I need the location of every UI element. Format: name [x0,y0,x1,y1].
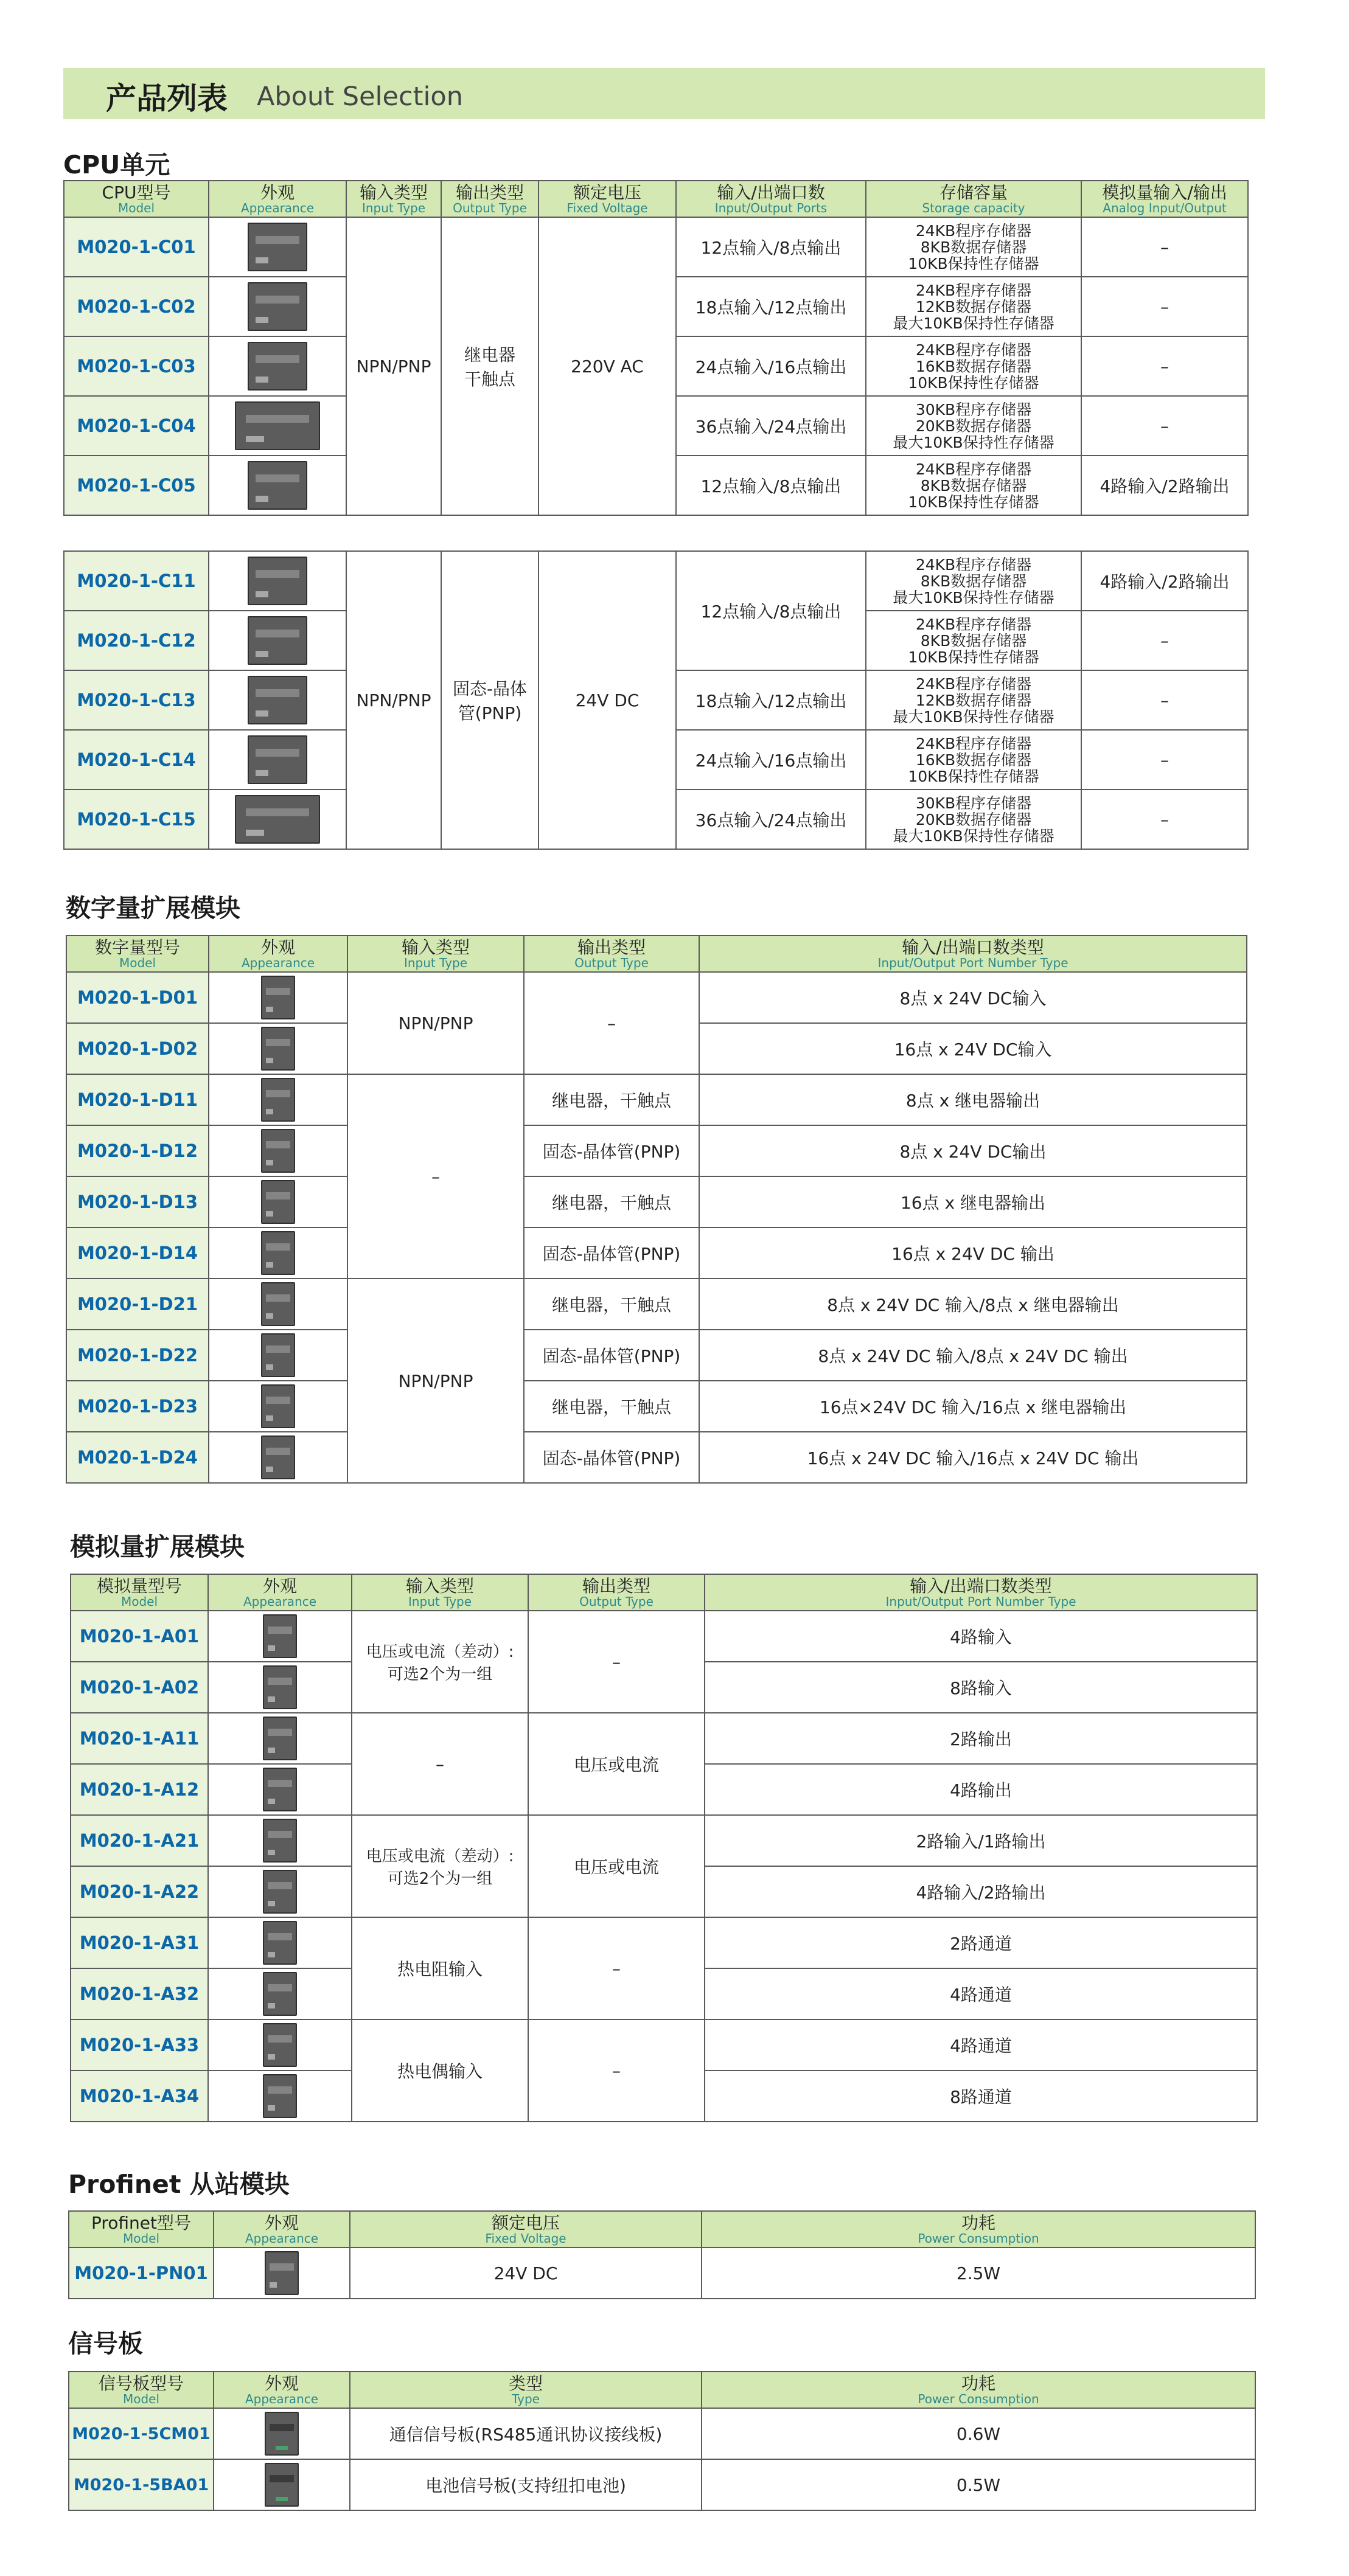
table-row [66,1432,1247,1483]
storage-cell: 24KB程序存储器 16KB数据存储器 10KB保持性存储器 [866,336,1081,396]
col-header-appearance: 外观 Appearance [214,2372,350,2408]
product-image [208,2019,352,2071]
product-image [209,1176,347,1227]
col-header-appearance: 外观 Appearance [214,2211,350,2248]
col-header-ports: 输入/出端口数类型 Input/Output Port Number Type [699,936,1247,972]
ports-cell: 18点输入/12点输出 [676,670,866,730]
signal-table [68,2371,1256,2511]
ports-cell: 8点 x 继电器输出 [699,1074,1247,1125]
product-image [208,1764,352,1815]
analog-cell: 4路输入/2路输出 [1081,456,1248,515]
product-image [209,972,347,1023]
ports-cell: 8点 x 24V DC 输入/8点 x 继电器输出 [699,1279,1247,1330]
model-cell: M020-1-D14 [66,1227,209,1279]
product-image [209,790,346,849]
product-image [208,1917,352,1968]
type-cell: 通信信号板(RS485通讯协议接线板) [350,2408,702,2459]
model-cell: M020-1-D13 [66,1176,209,1227]
output-type-cell: 继电器 干触点 [441,217,539,515]
input-type-cell: 电压或电流（差动）: 可选2个为一组 [352,1815,528,1917]
col-header-voltage: 额定电压 Fixed Voltage [350,2211,702,2248]
product-image [209,336,346,396]
product-image [209,1432,347,1483]
storage-cell: 24KB程序存储器 8KB数据存储器 最大10KB保持性存储器 [866,551,1081,611]
product-image [209,551,346,611]
model-cell: M020-1-C14 [64,730,209,790]
ports-cell: 8点 x 24V DC输入 [699,972,1247,1023]
col-header-appearance: 外观 Appearance [209,936,347,972]
ports-cell: 2路通道 [705,1917,1257,1968]
ports-cell: 16点 x 24V DC输入 [699,1023,1247,1074]
ports-cell: 4路输出 [705,1764,1257,1815]
product-image [209,730,346,790]
model-cell: M020-1-A22 [71,1866,208,1917]
model-cell: M020-1-C13 [64,670,209,730]
product-image [209,670,346,730]
product-image [209,396,346,456]
product-image [209,1023,347,1074]
product-image [209,217,346,277]
input-type-cell: NPN/PNP [346,551,441,849]
model-cell: M020-1-A31 [71,1917,208,1968]
table-row [71,1611,1257,1662]
ports-cell: 12点输入/8点输出 [676,551,866,670]
analog-cell: 4路输入/2路输出 [1081,551,1248,611]
section-title-analog: 模拟量扩展模块 [70,1532,245,1561]
model-cell: M020-1-PN01 [69,2248,214,2299]
ports-cell: 16点×24V DC 输入/16点 x 继电器输出 [699,1381,1247,1432]
storage-cell: 24KB程序存储器 16KB数据存储器 10KB保持性存储器 [866,730,1081,790]
model-cell: M020-1-D01 [66,972,209,1023]
output-type-cell: – [524,972,699,1074]
ports-cell: 24点输入/16点输出 [676,730,866,790]
analog-cell: – [1081,790,1248,849]
model-cell: M020-1-C05 [64,456,209,515]
product-image [214,2459,350,2510]
ports-cell: 8点 x 24V DC输出 [699,1125,1247,1176]
product-image [208,1866,352,1917]
section-title-profinet: Profinet 从站模块 [68,2170,290,2199]
table-row [66,972,1247,1023]
storage-cell: 30KB程序存储器 20KB数据存储器 最大10KB保持性存储器 [866,790,1081,849]
analog-cell: – [1081,730,1248,790]
output-type-cell: 固态-晶体管(PNP) [524,1432,699,1483]
model-cell: M020-1-A02 [71,1662,208,1713]
col-header-storage: 存储容量 Storage capacity [866,181,1081,217]
product-image [208,1968,352,2019]
voltage-cell: 24V DC [350,2248,702,2299]
table-row [71,1713,1257,1764]
output-type-cell: – [528,2019,705,2122]
model-cell: M020-1-D12 [66,1125,209,1176]
col-header-ports: 输入/出端口数类型 Input/Output Port Number Type [705,1574,1257,1611]
table-row [71,1917,1257,1968]
table-row [66,1279,1247,1330]
model-cell: M020-1-C12 [64,611,209,670]
model-cell: M020-1-A11 [71,1713,208,1764]
col-header-output-type: 输出类型 Output Type [524,936,699,972]
model-cell: M020-1-A33 [71,2019,208,2071]
model-cell: M020-1-C02 [64,277,209,336]
output-type-cell: 继电器，干触点 [524,1381,699,1432]
col-header-appearance: 外观 Appearance [208,1574,352,1611]
input-type-cell: – [347,1074,524,1279]
analog-cell: – [1081,670,1248,730]
ports-cell: 12点输入/8点输出 [676,217,866,277]
type-cell: 电池信号板(支持纽扣电池) [350,2459,702,2510]
product-image [214,2248,350,2299]
power-cell: 0.6W [702,2408,1255,2459]
table-row [69,2248,1255,2299]
model-cell: M020-1-C04 [64,396,209,456]
product-image [209,1279,347,1330]
product-image [214,2408,350,2459]
product-image [209,611,346,670]
ports-cell: 2路输出 [705,1713,1257,1764]
product-image [209,277,346,336]
cpu-table-1 [63,180,1249,516]
ports-cell: 36点输入/24点输出 [676,396,866,456]
table-row [71,2019,1257,2071]
col-header-model: 数字量型号 Model [66,936,209,972]
output-type-cell: – [528,1917,705,2019]
product-image [208,1815,352,1866]
model-cell: M020-1-C01 [64,217,209,277]
col-header-model: 模拟量型号 Model [71,1574,208,1611]
table-row [66,1176,1247,1227]
table-row [66,1074,1247,1125]
ports-cell: 4路输入 [705,1611,1257,1662]
table-row [64,217,1248,277]
cpu-table-2 [63,550,1249,850]
power-cell: 2.5W [702,2248,1255,2299]
storage-cell: 24KB程序存储器 8KB数据存储器 10KB保持性存储器 [866,217,1081,277]
model-cell: M020-1-C11 [64,551,209,611]
input-type-cell: 热电阻输入 [352,1917,528,2019]
product-image [208,1713,352,1764]
product-image [209,1074,347,1125]
model-cell: M020-1-A12 [71,1764,208,1815]
output-type-cell: 电压或电流 [528,1713,705,1815]
model-cell: M020-1-D11 [66,1074,209,1125]
col-header-voltage: 额定电压 Fixed Voltage [539,181,676,217]
input-type-cell: 热电偶输入 [352,2019,528,2122]
product-image [208,1611,352,1662]
model-cell: M020-1-5CM01 [69,2408,214,2459]
model-cell: M020-1-D22 [66,1330,209,1381]
product-image [209,1330,347,1381]
output-type-cell: 电压或电流 [528,1815,705,1917]
model-cell: M020-1-A21 [71,1815,208,1866]
col-header-power: 功耗 Power Consumption [702,2372,1255,2408]
col-header-appearance: 外观 Appearance [209,181,346,217]
col-header-power: 功耗 Power Consumption [702,2211,1255,2248]
ports-cell: 36点输入/24点输出 [676,790,866,849]
ports-cell: 4路通道 [705,2019,1257,2071]
input-type-cell: NPN/PNP [346,217,441,515]
analog-cell: – [1081,217,1248,277]
output-type-cell: – [528,1611,705,1713]
power-cell: 0.5W [702,2459,1255,2510]
col-header-input-type: 输入类型 Input Type [346,181,441,217]
col-header-input-type: 输入类型 Input Type [352,1574,528,1611]
table-row [69,2459,1255,2510]
model-cell: M020-1-D23 [66,1381,209,1432]
output-type-cell: 固态-晶体管(PNP) [524,1330,699,1381]
input-type-cell: NPN/PNP [347,1279,524,1483]
storage-cell: 24KB程序存储器 8KB数据存储器 10KB保持性存储器 [866,611,1081,670]
col-header-model: CPU型号 Model [64,181,209,217]
analog-cell: – [1081,396,1248,456]
product-image [209,1125,347,1176]
output-type-cell: 继电器，干触点 [524,1074,699,1125]
output-type-cell: 固态-晶体 管(PNP) [441,551,539,849]
col-header-ports: 输入/出端口数 Input/Output Ports [676,181,866,217]
col-header-model: 信号板型号 Model [69,2372,214,2408]
ports-cell: 4路输入/2路输出 [705,1866,1257,1917]
product-image [209,1381,347,1432]
model-cell: M020-1-D02 [66,1023,209,1074]
product-image [208,1662,352,1713]
output-type-cell: 固态-晶体管(PNP) [524,1125,699,1176]
section-title-cpu: CPU单元 [63,150,170,179]
table-row [69,2408,1255,2459]
col-header-model: Profinet型号 Model [69,2211,214,2248]
page-banner [63,68,1265,119]
analog-cell: – [1081,336,1248,396]
ports-cell: 16点 x 24V DC 输入/16点 x 24V DC 输出 [699,1432,1247,1483]
table-row [66,1381,1247,1432]
input-type-cell: 电压或电流（差动）: 可选2个为一组 [352,1611,528,1713]
table-row [66,1330,1247,1381]
table-row [64,551,1248,611]
table-row [66,1125,1247,1176]
model-cell: M020-1-D24 [66,1432,209,1483]
product-image [209,456,346,515]
product-image [209,1227,347,1279]
ports-cell: 24点输入/16点输出 [676,336,866,396]
analog-cell: – [1081,277,1248,336]
section-title-digital: 数字量扩展模块 [66,894,240,923]
ports-cell: 12点输入/8点输出 [676,456,866,515]
table-row [71,1815,1257,1866]
input-type-cell: NPN/PNP [347,972,524,1074]
storage-cell: 30KB程序存储器 20KB数据存储器 最大10KB保持性存储器 [866,396,1081,456]
output-type-cell: 继电器，干触点 [524,1279,699,1330]
ports-cell: 2路输入/1路输出 [705,1815,1257,1866]
storage-cell: 24KB程序存储器 8KB数据存储器 10KB保持性存储器 [866,456,1081,515]
analog-table [70,1574,1258,2122]
model-cell: M020-1-A01 [71,1611,208,1662]
col-header-type: 类型 Type [350,2372,702,2408]
section-title-signal: 信号板 [68,2329,143,2358]
ports-cell: 16点 x 24V DC 输出 [699,1227,1247,1279]
profinet-table [68,2210,1256,2299]
ports-cell: 8点 x 24V DC 输入/8点 x 24V DC 输出 [699,1330,1247,1381]
table-row [66,1227,1247,1279]
output-type-cell: 固态-晶体管(PNP) [524,1227,699,1279]
model-cell: M020-1-C03 [64,336,209,396]
storage-cell: 24KB程序存储器 12KB数据存储器 最大10KB保持性存储器 [866,277,1081,336]
page-subtitle: About Selection [257,82,463,112]
ports-cell: 4路通道 [705,1968,1257,2019]
voltage-cell: 220V AC [539,217,676,515]
voltage-cell: 24V DC [539,551,676,849]
output-type-cell: 继电器，干触点 [524,1176,699,1227]
ports-cell: 16点 x 继电器输出 [699,1176,1247,1227]
model-cell: M020-1-C15 [64,790,209,849]
col-header-analog: 模拟量输入/输出 Analog Input/Output [1081,181,1248,217]
ports-cell: 8路通道 [705,2071,1257,2122]
model-cell: M020-1-A34 [71,2071,208,2122]
model-cell: M020-1-D21 [66,1279,209,1330]
col-header-input-type: 输入类型 Input Type [347,936,524,972]
product-image [208,2071,352,2122]
ports-cell: 18点输入/12点输出 [676,277,866,336]
page-title: 产品列表 [106,81,228,116]
col-header-output-type: 输出类型 Output Type [528,1574,705,1611]
input-type-cell: – [352,1713,528,1815]
col-header-output-type: 输出类型 Output Type [441,181,539,217]
analog-cell: – [1081,611,1248,670]
storage-cell: 24KB程序存储器 12KB数据存储器 最大10KB保持性存储器 [866,670,1081,730]
model-cell: M020-1-5BA01 [69,2459,214,2510]
ports-cell: 8路输入 [705,1662,1257,1713]
digital-table [66,935,1247,1484]
model-cell: M020-1-A32 [71,1968,208,2019]
